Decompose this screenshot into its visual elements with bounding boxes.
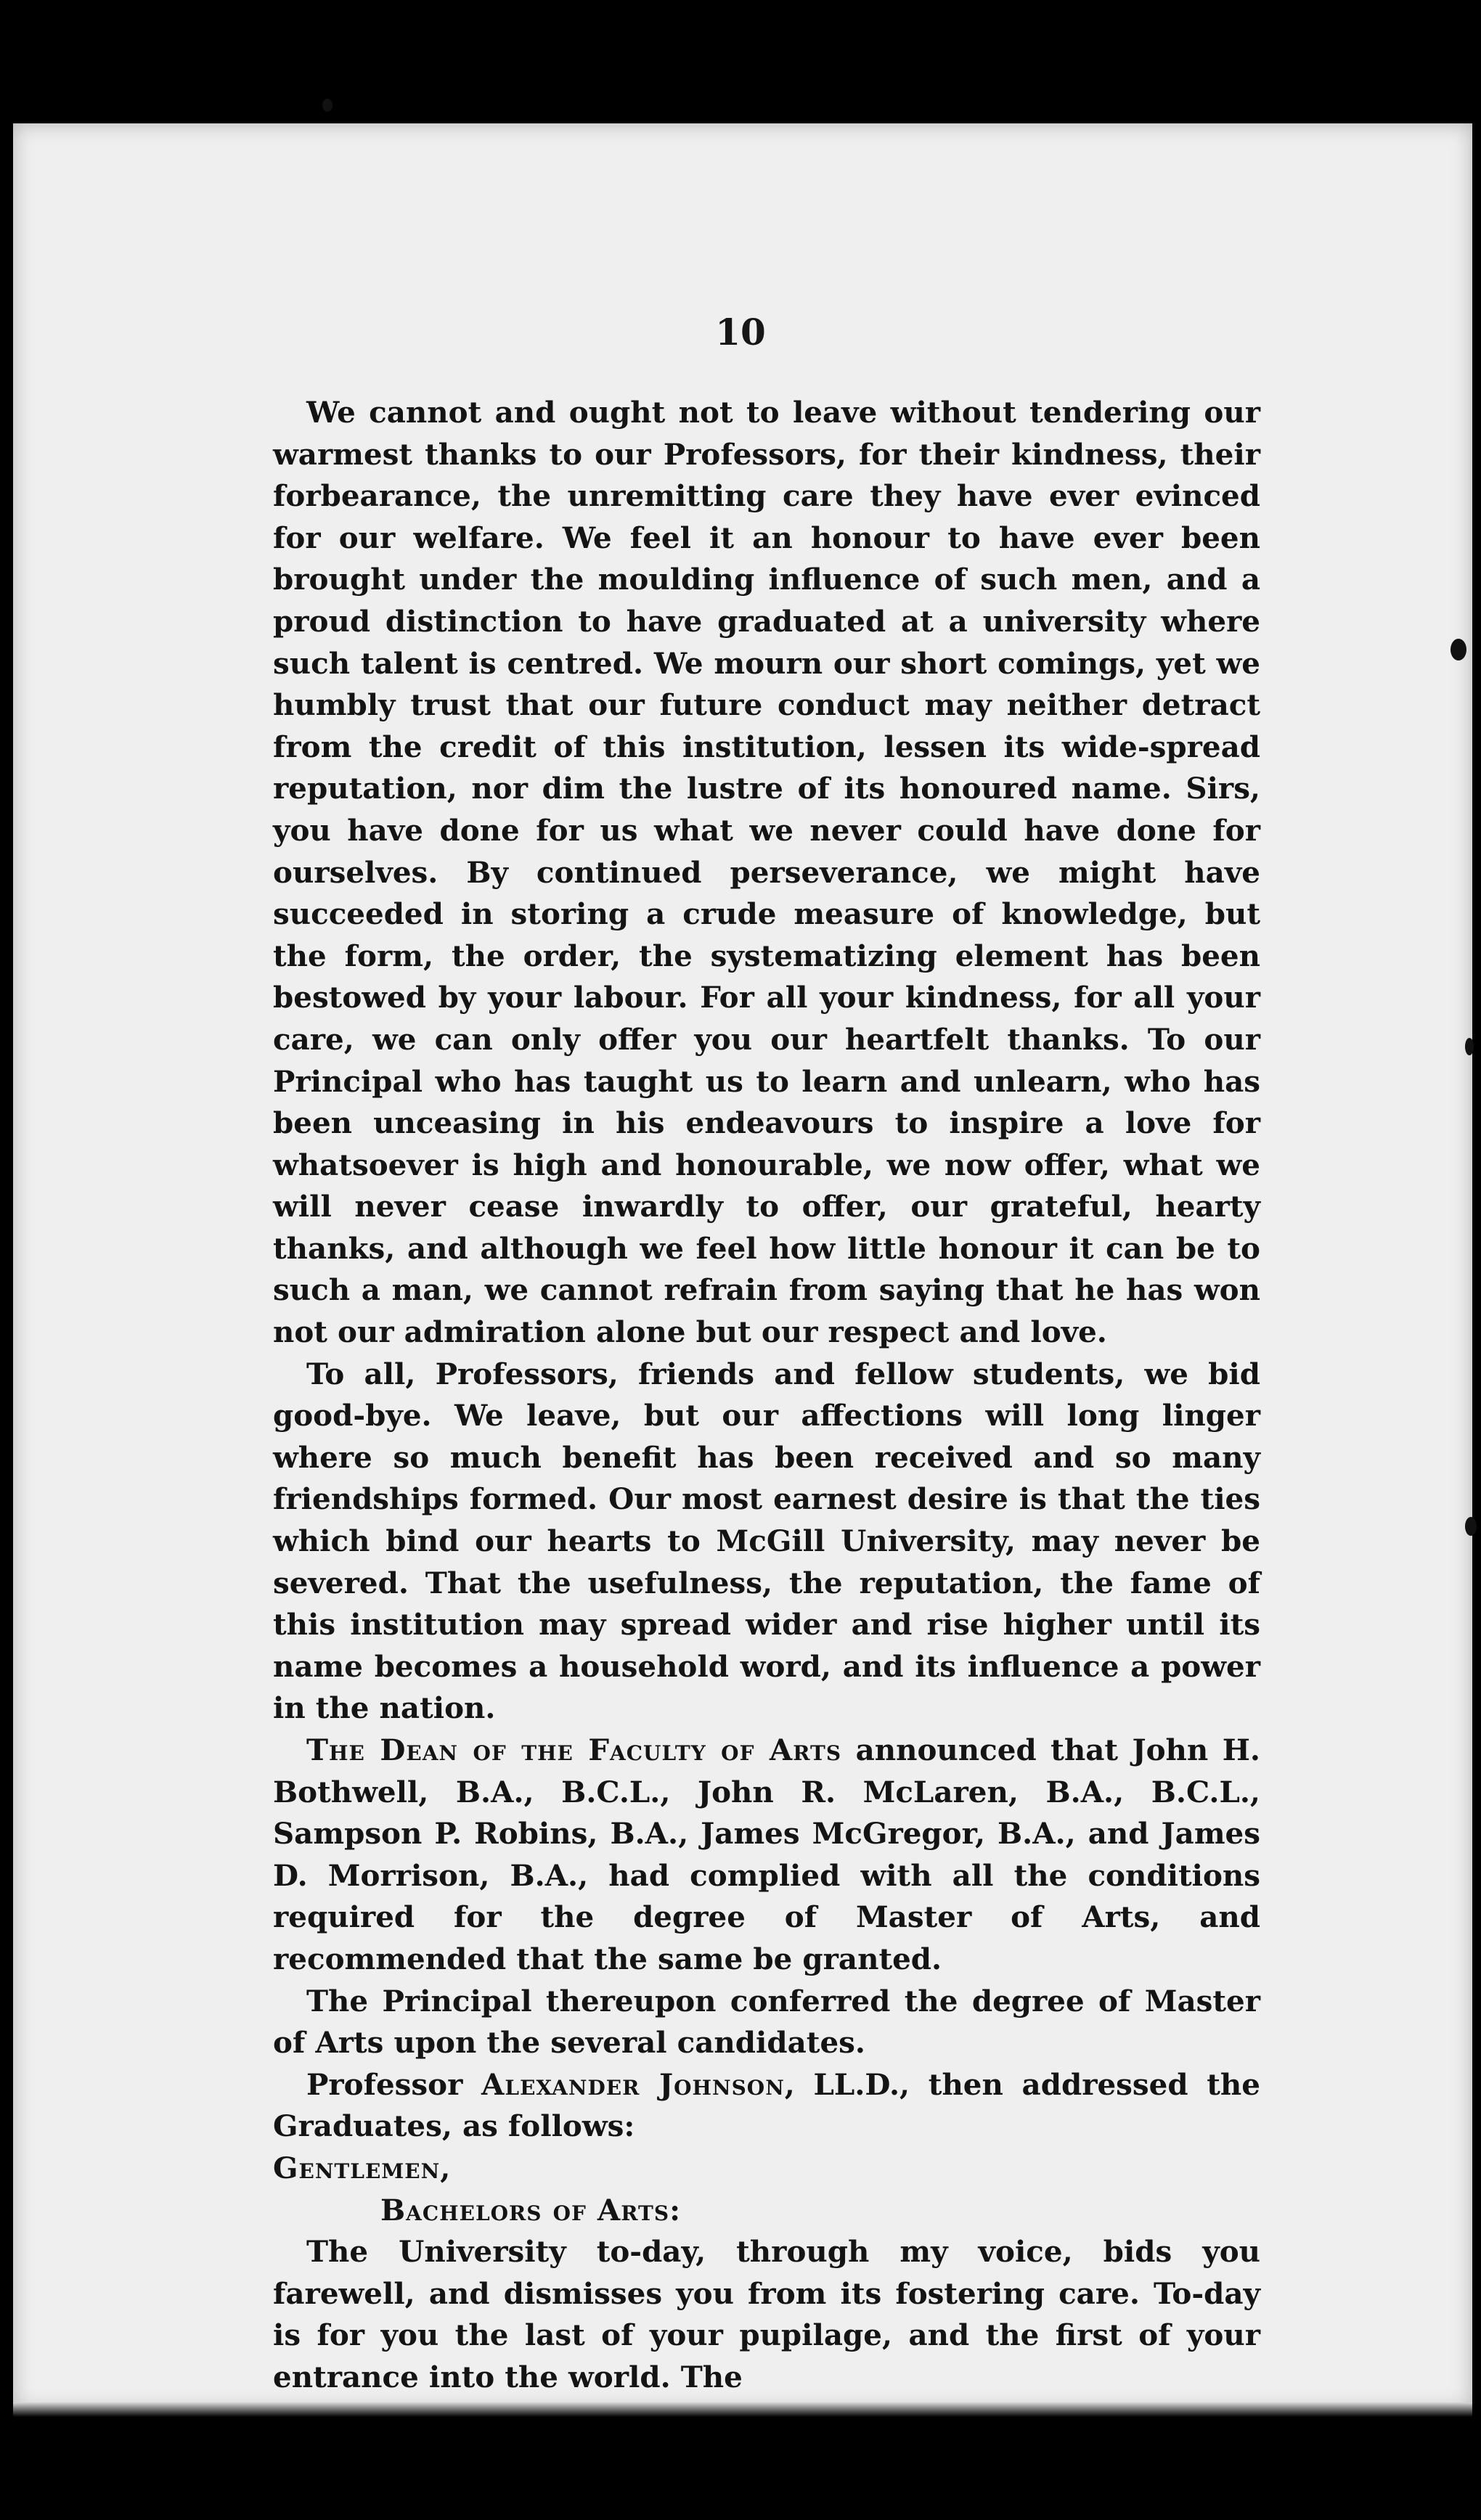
- page-bottom-edge: [13, 2402, 1472, 2417]
- scan-speck: [322, 99, 332, 112]
- salutation-gentlemen: Gentlemen,: [273, 2150, 452, 2185]
- professor-prefix: Professor: [306, 2066, 482, 2102]
- paragraph-professor-address: [273, 2064, 1260, 2148]
- page-number: 10: [715, 311, 766, 353]
- scan-speck: [1465, 1038, 1474, 1055]
- paragraph-dean-announcement: [273, 1730, 1260, 1981]
- paragraph-university-farewell: The University to-day, through my voice, bids you farewell, and dismisses you from its fostering care. To-day is for you the last of your pupilage, and the first of your entrance into the world. The: [273, 2234, 1260, 2394]
- dean-announcement-text: announced that John H. Bothwell, B.A., B.C.L., John R. McLaren, B.A., B.C.L., Sampson P. Robins, B.A., James McGregor, B.A., and James D. Morrison, B.A., had complied with all the conditions required for the degree of Master of Arts, and recommended that the same be granted.: [273, 1732, 1260, 1976]
- scan-speck: [1451, 639, 1466, 660]
- paragraph-degree-conferred: The Principal thereupon conferred the degree of Master of Arts upon the several candidates.: [273, 1983, 1260, 2061]
- salutation-bachelors: Bachelors of Arts:: [380, 2192, 681, 2228]
- paragraph-thanks-professors: We cannot and ought not to leave without tendering our warmest thanks to our Professors, for their kindness, their forbearance, the unremitting care they have ever evinced for our welfare. We feel it an honour to have ever been brought under the moulding influence of such men, and a proud distinction to have graduated at a university where such talent is centred. We mourn our short comings, yet we humbly trust that our future conduct may neither detract from the credit of this institution, lessen its wide-spread reputation, nor dim the lustre of its honoured name. Sirs, you have done for us what we never could have done for ourselves. By continued perseverance, we might have succeeded in storing a crude measure of knowledge, but the form, the order, the systematizing element has been bestowed by your labour. For all your kindness, for all your care, we can only offer you our heartfelt thanks. To our Principal who has taught us to learn and unlearn, who has been unceasing in his endeavours to inspire a love for whatsoever is high and honourable, we now offer, what we will never cease inwardly to offer, our grateful, hearty thanks, and although we feel how little honour it can be to such a man, we cannot refrain from saying that he has won not our admiration alone but our respect and love.: [273, 395, 1260, 1350]
- dean-title: The Dean of the Faculty of Arts: [306, 1732, 842, 1767]
- professor-name: Alexander Johnson: [481, 2066, 785, 2102]
- paragraph-farewell: To all, Professors, friends and fellow students, we bid good-bye. We leave, but our affections will long linger where so much benefit has been received and so many friendships formed. Our most earnest desire is that the ties which bind our hearts to McGill University, may never be severed. That the usefulness, the reputation, the fame of this institution may spread wider and rise higher until its name becomes a household word, and its influence a power in the nation.: [273, 1356, 1260, 1726]
- scan-speck: [1465, 1517, 1477, 1536]
- professor-address-text: , LL.D., then addressed the Graduates, as follows:: [273, 2066, 1260, 2144]
- body-text: [273, 392, 1260, 2399]
